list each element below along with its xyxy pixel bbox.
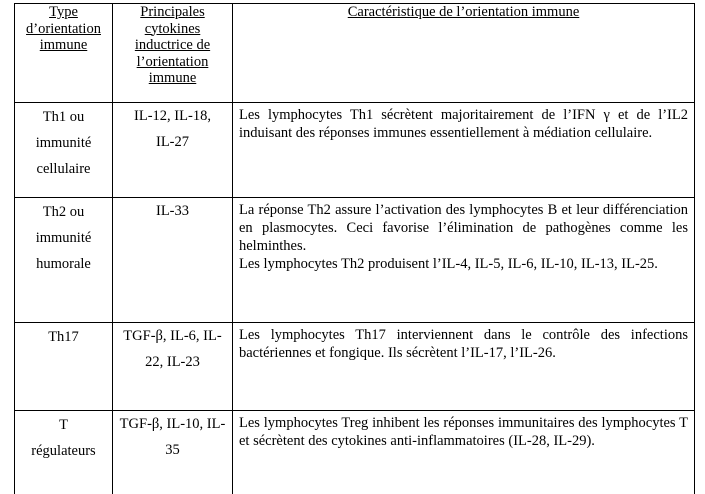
header-characteristic-line: Caractéristique de l’orientation immune bbox=[233, 4, 694, 21]
description-paragraph: Les lymphocytes Th2 produisent l’IL-4, IL-5, IL-6, IL-10, IL-13, IL-25. bbox=[239, 255, 688, 273]
type-line: immunité bbox=[15, 225, 112, 251]
table-row bbox=[15, 411, 695, 494]
table-row bbox=[15, 323, 695, 411]
description-paragraph: Les lymphocytes Treg inhibent les réponses immunitaires des lymphocytes T et sécrètent des cytokines anti-inflammatoires (IL-28, IL-29). bbox=[239, 414, 688, 450]
type-line: Th2 ou bbox=[15, 199, 112, 225]
table-row bbox=[15, 103, 695, 198]
header-cytokines-line: inductrice de bbox=[113, 37, 232, 54]
header-characteristic bbox=[233, 4, 695, 103]
header-cytokines-line: l’orientation bbox=[113, 54, 232, 71]
cell-type bbox=[15, 103, 113, 198]
cytokines-line: 35 bbox=[113, 437, 232, 463]
type-line: Th17 bbox=[15, 324, 112, 350]
header-cytokines-line: immune bbox=[113, 70, 232, 87]
table-row bbox=[15, 198, 695, 323]
cytokines-line: IL-12, IL-18, bbox=[113, 103, 232, 129]
cell-description bbox=[233, 323, 695, 411]
cell-type bbox=[15, 198, 113, 323]
header-cytokines bbox=[113, 4, 233, 103]
header-type bbox=[15, 4, 113, 103]
cell-description bbox=[233, 198, 695, 323]
cell-cytokines bbox=[113, 198, 233, 323]
type-line: immunité bbox=[15, 130, 112, 156]
cell-cytokines bbox=[113, 323, 233, 411]
cell-description bbox=[233, 411, 695, 494]
header-type-line: Type bbox=[15, 4, 112, 21]
type-line: humorale bbox=[15, 251, 112, 277]
cytokines-line: TGF-β, IL-10, IL- bbox=[113, 411, 232, 437]
cell-type bbox=[15, 323, 113, 411]
cell-cytokines bbox=[113, 103, 233, 198]
description-paragraph: Les lymphocytes Th17 interviennent dans le contrôle des infections bactériennes et fongique. Ils sécrètent l’IL-17, l’IL-26. bbox=[239, 326, 688, 362]
type-line: régulateurs bbox=[15, 438, 112, 464]
type-line: Th1 ou bbox=[15, 104, 112, 130]
cell-type bbox=[15, 411, 113, 494]
cell-cytokines bbox=[113, 411, 233, 494]
header-cytokines-line: Principales bbox=[113, 4, 232, 21]
type-line: T bbox=[15, 412, 112, 438]
header-type-line: d’orientation bbox=[15, 21, 112, 38]
description-paragraph: La réponse Th2 assure l’activation des lymphocytes B et leur différenciation en plasmocytes. Ceci favorise l’élimination de pathogènes comme les helminthes. bbox=[239, 201, 688, 255]
cytokines-line: TGF-β, IL-6, IL- bbox=[113, 323, 232, 349]
cell-description bbox=[233, 103, 695, 198]
type-line: cellulaire bbox=[15, 156, 112, 182]
header-cytokines-line: cytokines bbox=[113, 21, 232, 38]
header-type-line: immune bbox=[15, 37, 112, 54]
cytokines-line: IL-33 bbox=[113, 198, 232, 224]
header-row bbox=[15, 4, 695, 103]
cytokines-line: 22, IL-23 bbox=[113, 349, 232, 375]
immune-orientation-table bbox=[14, 3, 695, 494]
description-paragraph: Les lymphocytes Th1 sécrètent majoritairement de l’IFN γ et de l’IL2 induisant des réponses immunes essentiellement à médiation cellulaire. bbox=[239, 106, 688, 142]
cytokines-line: IL-27 bbox=[113, 129, 232, 155]
